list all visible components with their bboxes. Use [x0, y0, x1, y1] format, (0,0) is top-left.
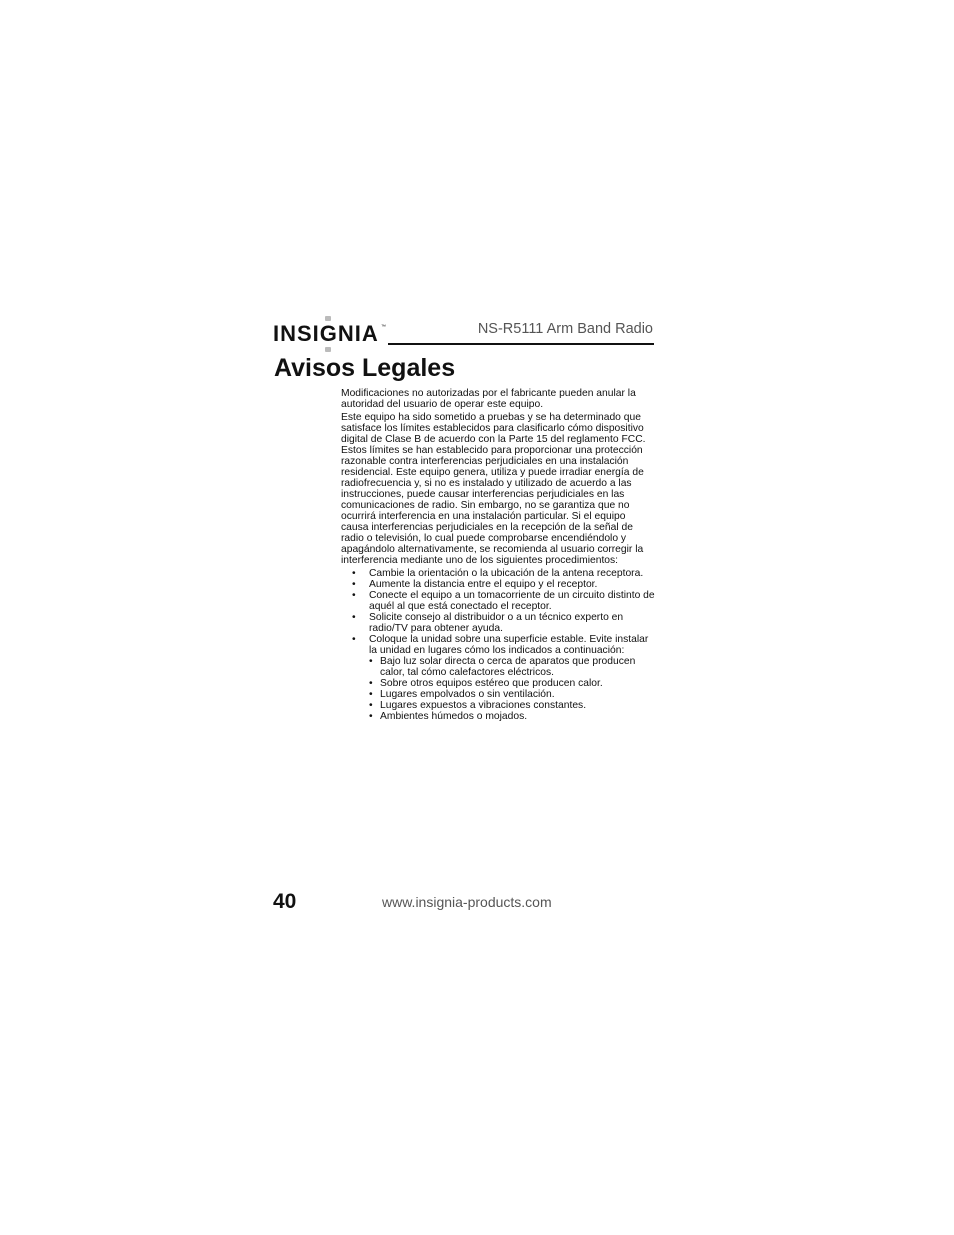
bullet-icon: • — [352, 579, 356, 590]
sublist-item — [369, 689, 655, 700]
locations-sublist — [369, 656, 655, 722]
list-item — [341, 634, 655, 722]
sublist-item — [369, 700, 655, 711]
sublist-item-text: Lugares empolvados o sin ventilación. — [380, 689, 555, 700]
product-title: NS-R5111 Arm Band Radio — [477, 321, 653, 337]
procedures-list — [341, 568, 655, 722]
bullet-icon: • — [369, 689, 373, 700]
legal-notice-body — [341, 388, 655, 722]
sublist-item-text: Bajo luz solar directa o cerca de aparatos que producen calor, tal cómo calefactores eléctricos. — [380, 656, 636, 678]
paragraph: Modificaciones no autorizadas por el fabricante pueden anular la autoridad del usuario de operar este equipo. — [341, 388, 636, 410]
bullet-icon: • — [352, 568, 356, 579]
sublist-item — [369, 711, 655, 722]
list-item — [341, 568, 655, 579]
header-divider — [388, 343, 654, 345]
list-item-text: Conecte el equipo a un tomacorriente de un circuito distinto de aquél al que está conectado el receptor. — [369, 590, 655, 612]
bullet-icon: • — [352, 612, 356, 623]
bullet-icon: • — [369, 700, 373, 711]
bullet-icon: • — [352, 590, 356, 601]
list-item — [341, 579, 655, 590]
footer-url: www.insignia-products.com — [382, 894, 552, 910]
sublist-item — [369, 656, 655, 678]
list-item — [341, 612, 655, 634]
insignia-logo — [273, 320, 385, 348]
bullet-icon: • — [352, 634, 356, 645]
sublist-item-text: Sobre otros equipos estéreo que producen calor. — [380, 678, 603, 689]
list-item-text: Aumente la distancia entre el equipo y el receptor. — [369, 579, 598, 590]
logo-text: INSIGNIA — [273, 321, 379, 346]
bullet-icon: • — [369, 711, 373, 722]
sublist-item — [369, 678, 655, 689]
paragraph: Este equipo ha sido sometido a pruebas y se ha determinado que satisface los límites establecidos para clasificarlo cómo dispositivo digital de Clase B de acuerdo con la Parte 15 del reglamento FCC. Estos límites se han establecido para proporcionar una protección razonable contra interferencias perjudiciales en una instalación residencial. Este equipo genera, utiliza y puede irradiar energía de radiofrecuencia y, si no es instalado y utilizado de acuerdo a las instrucciones, puede causar interferencias perjudiciales en las comunicaciones de radio. Sin embargo, no se garantiza que no ocurrirá interferencia en una instalación particular. Si el equipo causa interferencias perjudiciales en la recepción de la señal de radio o televisión, lo cual puede comprobarse encendiéndolo y apagándolo alternativamente, se recomienda al usuario corregir la interferencia mediante uno de los siguientes procedimientos: — [341, 412, 646, 566]
bullet-icon: • — [369, 678, 373, 689]
bullet-icon: • — [369, 656, 373, 667]
list-item-text: Solicite consejo al distribuidor o a un técnico experto en radio/TV para obtener ayuda. — [369, 612, 624, 634]
list-item-text: Coloque la unidad sobre una superficie estable. Evite instalar la unidad en lugares cómo los indicados a continuación: — [369, 634, 649, 656]
logo-swirl-icon — [323, 316, 333, 352]
page-number: 40 — [273, 890, 297, 913]
sublist-item-text: Ambientes húmedos o mojados. — [380, 711, 528, 722]
list-item — [341, 590, 655, 612]
logo-trademark: ™ — [381, 324, 386, 330]
page-title: Avisos Legales — [274, 354, 456, 382]
list-item-text: Cambie la orientación o la ubicación de la antena receptora. — [369, 568, 644, 579]
sublist-item-text: Lugares expuestos a vibraciones constantes. — [380, 700, 587, 711]
